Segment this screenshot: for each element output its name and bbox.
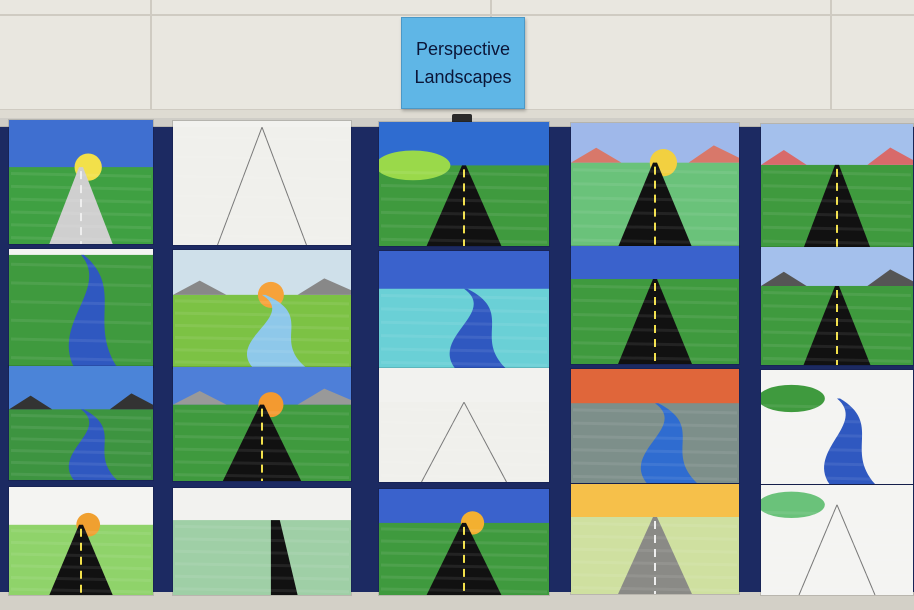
artwork-drawing <box>9 249 153 367</box>
title-sign <box>401 17 525 109</box>
hill <box>379 151 450 181</box>
sky <box>571 484 739 518</box>
artwork-tile <box>570 368 740 484</box>
artwork-tile <box>172 487 352 596</box>
artwork-tile <box>172 366 352 482</box>
sky <box>571 369 739 404</box>
artwork-drawing <box>9 120 153 244</box>
artwork-tile <box>760 123 914 249</box>
artwork-drawing <box>9 366 153 480</box>
artwork-drawing <box>379 368 549 482</box>
sky <box>173 121 351 128</box>
artwork-drawing <box>173 367 351 481</box>
artwork-tile <box>8 486 154 596</box>
artwork-tile <box>760 246 914 366</box>
artwork-tile <box>378 121 550 247</box>
artwork-tile <box>760 484 914 596</box>
artwork-tile <box>172 120 352 246</box>
artwork-drawing <box>571 246 739 364</box>
artwork-drawing <box>9 487 153 595</box>
sky <box>571 246 739 280</box>
sky <box>173 488 351 521</box>
artwork-tile <box>378 488 550 596</box>
artwork-drawing <box>571 484 739 594</box>
sign-line-1: Perspective <box>415 39 511 59</box>
artwork-drawing <box>379 122 549 246</box>
artwork-drawing <box>173 250 351 368</box>
artwork-drawing <box>379 489 549 595</box>
artwork-drawing <box>173 488 351 595</box>
artwork-drawing <box>571 369 739 483</box>
sky <box>379 251 549 290</box>
artwork-tile <box>378 367 550 483</box>
artwork-tile <box>570 483 740 595</box>
ground <box>173 520 351 595</box>
sign-line-2: Landscapes <box>414 67 512 87</box>
artwork-tile <box>8 119 154 245</box>
artwork-tile <box>570 122 740 248</box>
artwork-drawing <box>571 123 739 247</box>
artwork-drawing <box>761 370 913 484</box>
sky <box>9 249 153 256</box>
artwork-tile <box>378 250 550 370</box>
artwork-drawing <box>761 485 913 595</box>
ground <box>379 402 549 482</box>
artwork-tile <box>570 245 740 365</box>
artwork-tile <box>760 369 914 485</box>
ground <box>173 127 351 245</box>
artwork-drawing <box>761 124 913 248</box>
artwork-drawing <box>379 251 549 369</box>
artwork-tile <box>172 249 352 369</box>
artwork-tile <box>8 365 154 481</box>
artwork-drawing <box>761 247 913 365</box>
artwork-drawing <box>173 121 351 245</box>
ground <box>761 505 913 595</box>
sky <box>379 368 549 403</box>
artwork-tile <box>8 248 154 368</box>
